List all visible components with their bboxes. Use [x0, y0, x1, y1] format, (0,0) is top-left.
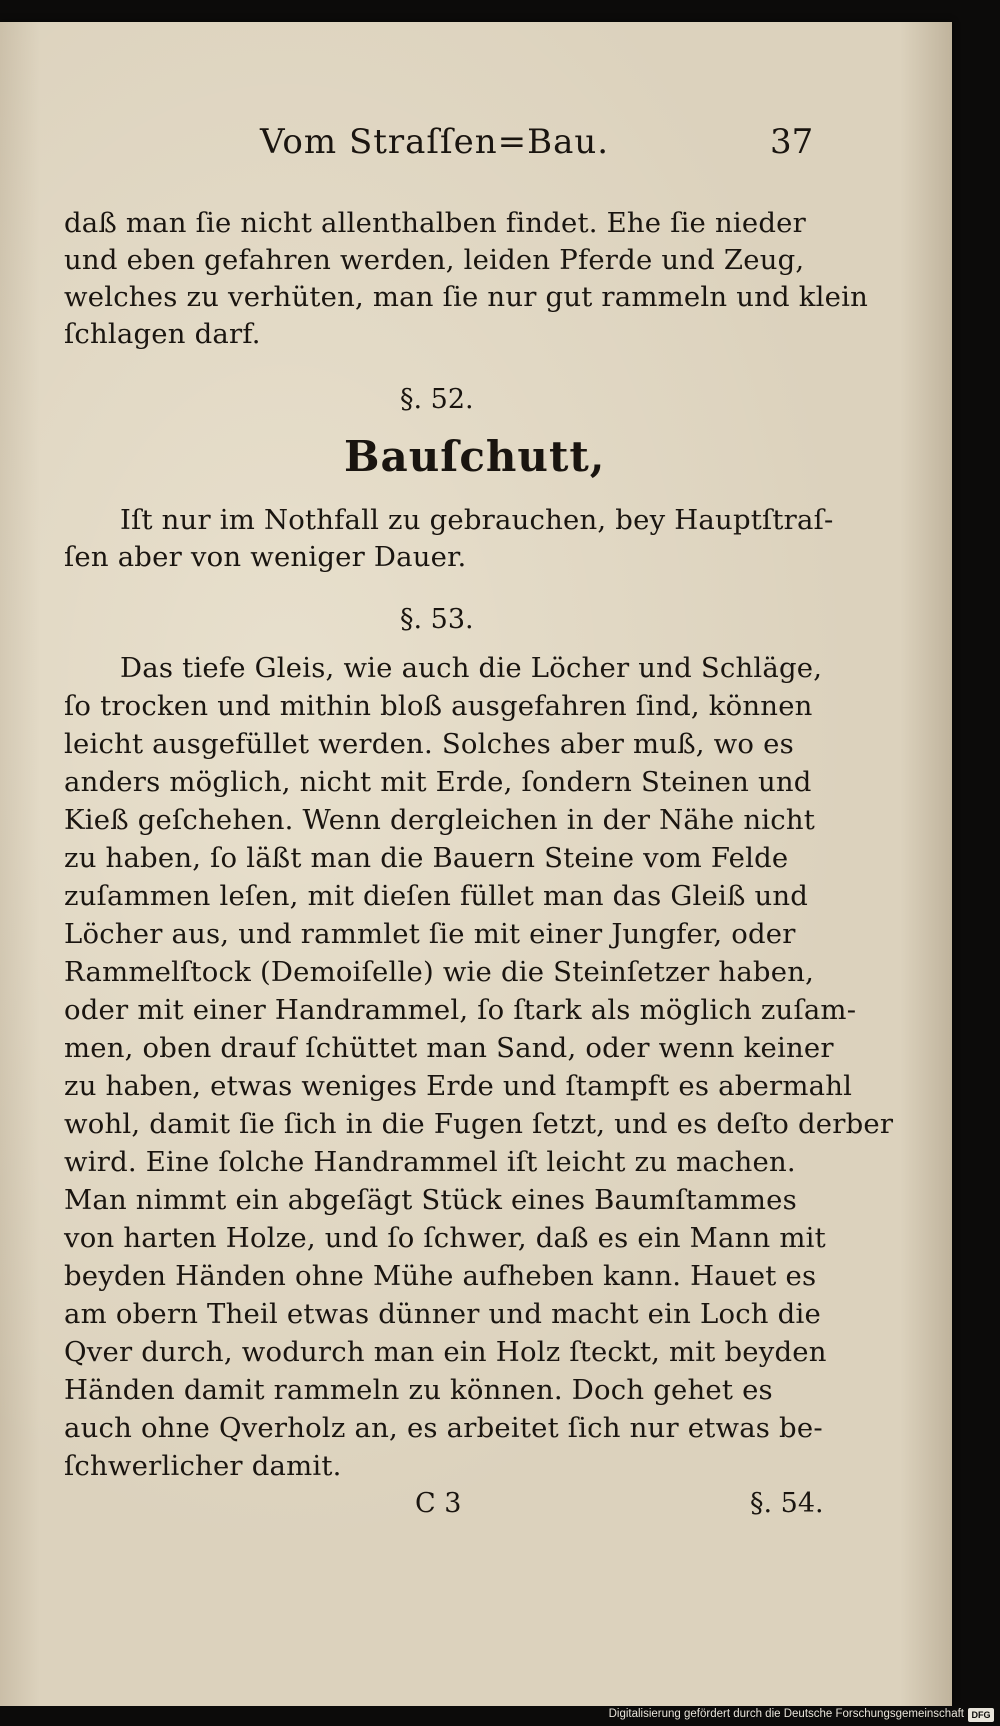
text-line: wird. Eine ſolche Handrammel iſt leicht zu machen.: [64, 1146, 796, 1178]
text-line: anders möglich, nicht mit Erde, ſondern Steinen und: [64, 766, 812, 798]
text-line: ſo trocken und mithin bloß ausgefahren ſind, können: [64, 690, 813, 722]
text-line: zu haben, ſo läßt man die Bauern Steine vom Felde: [64, 842, 789, 874]
text-line: zuſammen leſen, mit dieſen füllet man das Gleiß und: [64, 880, 809, 912]
section-heading: Bauſchutt,: [344, 432, 606, 481]
running-head: Vom Straſſen=Bau.: [260, 122, 610, 162]
text-line: Löcher aus, und rammlet ſie mit einer Jungfer, oder: [64, 918, 796, 950]
text-line: leicht ausgefüllet werden. Solches aber muß, wo es: [64, 728, 794, 760]
section-number-53: §. 53.: [400, 604, 474, 635]
signature-mark: C 3: [415, 1488, 462, 1519]
text-line: wohl, damit ſie ſich in die Fugen ſetzt, und es deſto derber: [64, 1108, 894, 1140]
text-line: auch ohne Qverholz an, es arbeitet ſich nur etwas be-: [64, 1412, 823, 1444]
catchword: §. 54.: [750, 1488, 824, 1519]
text-line: welches zu verhüten, man ſie nur gut rammeln und klein: [64, 281, 869, 313]
text-line: zu haben, etwas weniges Erde und ſtampft es abermahl: [64, 1070, 853, 1102]
text-line: daß man ſie nicht allenthalben findet. Ehe ſie nieder: [64, 207, 806, 239]
text-line: ſchwerlicher damit.: [64, 1450, 342, 1482]
text-line: am obern Theil etwas dünner und macht ein Loch die: [64, 1298, 821, 1330]
text-line: beyden Händen ohne Mühe aufheben kann. Hauet es: [64, 1260, 817, 1292]
text-line: Man nimmt ein abgeſägt Stück eines Baumſtammes: [64, 1184, 797, 1216]
book-page: [0, 22, 952, 1706]
text-line: und eben gefahren werden, leiden Pferde und Zeug,: [64, 244, 805, 276]
text-line: von harten Holze, und ſo ſchwer, daß es ein Mann mit: [64, 1222, 826, 1254]
text-line: Kieß geſchehen. Wenn dergleichen in der Nähe nicht: [64, 804, 816, 836]
text-line: Das tiefe Gleis, wie auch die Löcher und Schläge,: [120, 652, 823, 684]
text-line: ſen aber von weniger Dauer.: [64, 541, 467, 573]
text-line: Händen damit rammeln zu können. Doch gehet es: [64, 1374, 773, 1406]
text-line: Qver durch, wodurch man ein Holz ſteckt, mit beyden: [64, 1336, 827, 1368]
dfg-logo: DFG: [968, 1708, 994, 1722]
text-line: ſchlagen darf.: [64, 318, 261, 350]
text-line: Rammelſtock (Demoiſelle) wie die Steinſetzer haben,: [64, 956, 815, 988]
digitization-credit: Digitalisierung gefördert durch die Deutsche Forschungsgemeinschaft: [608, 1708, 964, 1720]
text-line: men, oben drauf ſchüttet man Sand, oder wenn keiner: [64, 1032, 834, 1064]
page-number: 37: [770, 122, 814, 162]
section-number-52: §. 52.: [400, 384, 474, 415]
text-line: oder mit einer Handrammel, ſo ſtark als möglich zuſam-: [64, 994, 857, 1026]
text-line: Iſt nur im Nothfall zu gebrauchen, bey Hauptſtraſ-: [120, 504, 834, 536]
